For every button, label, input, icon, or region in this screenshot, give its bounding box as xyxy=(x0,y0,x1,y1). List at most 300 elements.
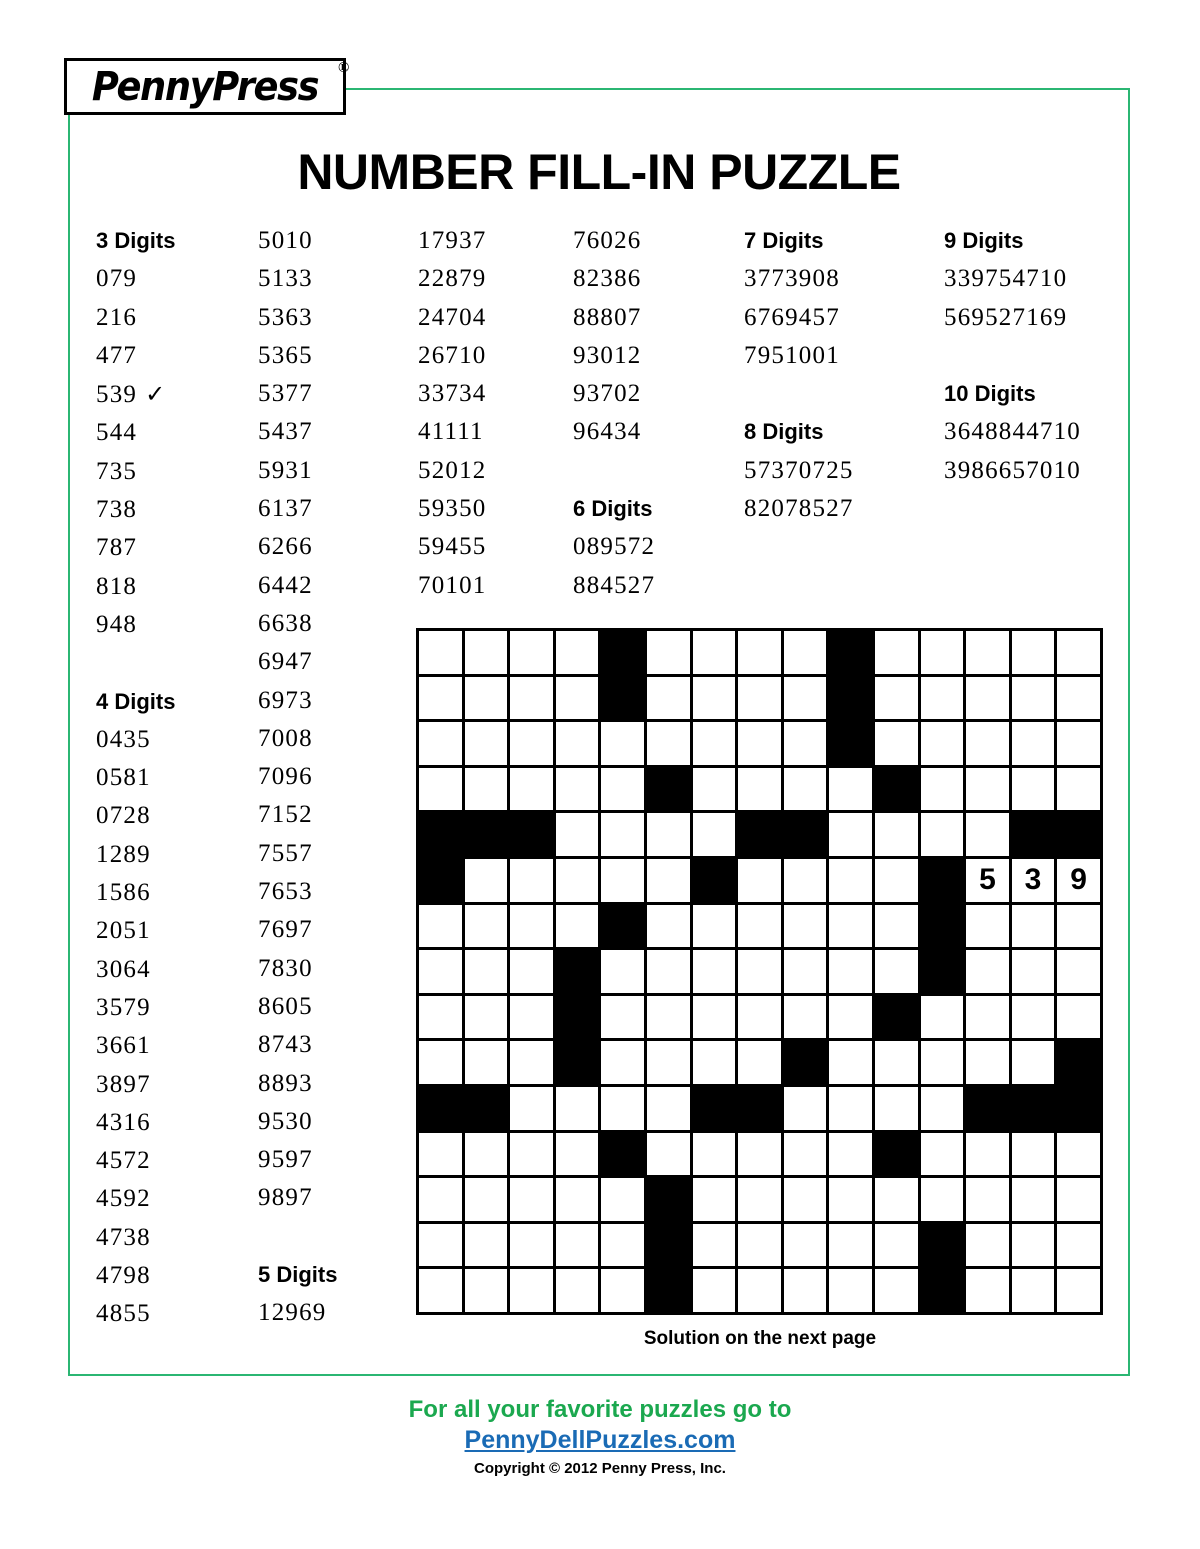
grid-cell[interactable] xyxy=(921,1133,967,1179)
number-entry[interactable]: 948 xyxy=(96,610,138,638)
grid-cell[interactable] xyxy=(1057,631,1103,677)
grid-cell[interactable] xyxy=(1057,1178,1103,1224)
grid-cell[interactable] xyxy=(966,950,1012,996)
grid-cell[interactable] xyxy=(784,996,830,1042)
number-entry[interactable]: 8743 xyxy=(258,1031,313,1059)
grid-cell[interactable] xyxy=(510,1133,556,1179)
grid-cell[interactable] xyxy=(921,722,967,768)
number-entry[interactable]: 9530 xyxy=(258,1107,313,1135)
number-entry[interactable]: 82078527 xyxy=(744,495,854,523)
number-entry[interactable]: 5437 xyxy=(258,418,313,446)
number-entry[interactable]: 8893 xyxy=(258,1069,313,1097)
grid-cell-block xyxy=(556,1041,602,1087)
grid-cell[interactable] xyxy=(465,996,511,1042)
grid-cell[interactable] xyxy=(465,677,511,723)
grid-cell[interactable] xyxy=(966,1178,1012,1224)
number-entry[interactable]: 82386 xyxy=(573,265,642,293)
grid-cell-block xyxy=(784,813,830,859)
grid-cell[interactable] xyxy=(784,1133,830,1179)
grid-cell[interactable] xyxy=(1057,859,1103,905)
number-entry[interactable]: 6137 xyxy=(258,495,313,523)
grid-cell[interactable] xyxy=(693,677,739,723)
grid-cell[interactable] xyxy=(510,950,556,996)
grid-cell[interactable] xyxy=(419,996,465,1042)
grid-cell[interactable] xyxy=(1012,996,1058,1042)
number-entry[interactable]: 3897 xyxy=(96,1070,151,1098)
number-entry[interactable]: 0435 xyxy=(96,725,151,753)
number-entry[interactable]: 7653 xyxy=(258,878,313,906)
number-entry[interactable]: 26710 xyxy=(418,341,487,369)
grid-cell-digit: 9 xyxy=(1070,863,1087,897)
number-entry[interactable]: 3661 xyxy=(96,1032,151,1060)
grid-cell[interactable] xyxy=(465,768,511,814)
grid-cell[interactable] xyxy=(693,813,739,859)
number-list-column-6 xyxy=(944,222,1081,490)
grid-cell[interactable] xyxy=(1012,1178,1058,1224)
grid-cell[interactable] xyxy=(875,631,921,677)
number-entry[interactable]: 7557 xyxy=(258,839,313,867)
grid-cell[interactable] xyxy=(875,1269,921,1315)
number-entry[interactable]: 41111 xyxy=(418,418,484,446)
number-entry[interactable]: 3579 xyxy=(96,993,151,1021)
grid-cell[interactable] xyxy=(510,1269,556,1315)
grid-cell[interactable] xyxy=(829,1133,875,1179)
grid-cell[interactable] xyxy=(966,1269,1012,1315)
number-entry[interactable]: 59350 xyxy=(418,495,487,523)
grid-cell-block xyxy=(738,813,784,859)
grid-cell[interactable] xyxy=(556,631,602,677)
grid-cell[interactable] xyxy=(419,1133,465,1179)
grid-cell[interactable] xyxy=(1012,631,1058,677)
number-entry[interactable]: 5363 xyxy=(258,303,313,331)
number-entry[interactable]: 5377 xyxy=(258,380,313,408)
grid-cell[interactable] xyxy=(966,859,1012,905)
number-entry[interactable]: 089572 xyxy=(573,533,656,561)
grid-cell[interactable] xyxy=(738,722,784,768)
grid-cell[interactable] xyxy=(647,950,693,996)
grid-cell[interactable] xyxy=(738,677,784,723)
grid-cell-block xyxy=(921,905,967,951)
grid-cell[interactable] xyxy=(738,768,784,814)
grid-cell[interactable] xyxy=(1012,677,1058,723)
grid-cell[interactable] xyxy=(1057,905,1103,951)
grid-cell[interactable] xyxy=(693,996,739,1042)
grid-cell-block xyxy=(556,950,602,996)
number-entry[interactable]: 9897 xyxy=(258,1184,313,1212)
grid-cell[interactable] xyxy=(829,1178,875,1224)
grid-cell[interactable] xyxy=(647,905,693,951)
grid-cell[interactable] xyxy=(419,1224,465,1270)
grid-cell[interactable] xyxy=(1012,1133,1058,1179)
grid-cell[interactable] xyxy=(875,1087,921,1133)
number-entry[interactable]: 76026 xyxy=(573,227,642,254)
number-entry[interactable]: 3648844710 xyxy=(944,418,1081,446)
grid-cell[interactable] xyxy=(1012,1269,1058,1315)
grid-cell[interactable] xyxy=(465,1224,511,1270)
list-spacer xyxy=(258,1218,337,1256)
grid-cell[interactable] xyxy=(601,1269,647,1315)
number-entry[interactable]: 544 xyxy=(96,419,138,447)
grid-cell[interactable] xyxy=(738,631,784,677)
grid-cell[interactable] xyxy=(829,859,875,905)
number-entry[interactable]: 0728 xyxy=(96,802,151,830)
number-entry[interactable]: 5133 xyxy=(258,265,313,293)
grid-cell[interactable] xyxy=(647,1133,693,1179)
grid-cell[interactable] xyxy=(556,905,602,951)
grid-cell[interactable] xyxy=(693,631,739,677)
number-entry[interactable]: 216 xyxy=(96,303,138,331)
number-entry[interactable]: 88807 xyxy=(573,303,642,331)
grid-cell[interactable] xyxy=(510,1087,556,1133)
grid-cell[interactable] xyxy=(601,722,647,768)
grid-cell[interactable] xyxy=(921,677,967,723)
number-entry[interactable]: 93012 xyxy=(573,341,642,369)
grid-cell[interactable] xyxy=(784,950,830,996)
grid-cell[interactable] xyxy=(419,722,465,768)
grid-cell[interactable] xyxy=(601,768,647,814)
grid-cell-block xyxy=(829,631,875,677)
number-entry[interactable]: 9597 xyxy=(258,1146,313,1174)
grid-cell[interactable] xyxy=(966,813,1012,859)
number-entry[interactable]: 3773908 xyxy=(744,265,840,293)
number-entry[interactable]: 738 xyxy=(96,496,138,524)
grid-cell[interactable] xyxy=(829,905,875,951)
grid-cell[interactable] xyxy=(829,1041,875,1087)
grid-cell-block xyxy=(966,1087,1012,1133)
grid-cell[interactable] xyxy=(556,859,602,905)
grid-cell[interactable] xyxy=(601,950,647,996)
number-list-column-3 xyxy=(418,222,487,605)
grid-cell[interactable] xyxy=(966,677,1012,723)
number-entry[interactable]: 4798 xyxy=(96,1262,151,1290)
grid-cell-digit: 5 xyxy=(979,863,996,897)
grid-cell-block xyxy=(647,1269,693,1315)
grid-cell[interactable] xyxy=(784,722,830,768)
number-entry[interactable]: 539 ✓ xyxy=(96,380,167,409)
grid-cell[interactable] xyxy=(465,950,511,996)
number-entry[interactable]: 6769457 xyxy=(744,303,840,331)
grid-cell[interactable] xyxy=(875,677,921,723)
grid-cell[interactable] xyxy=(510,1041,556,1087)
grid-cell-block xyxy=(921,950,967,996)
grid-cell[interactable] xyxy=(601,813,647,859)
number-entry[interactable]: 6442 xyxy=(258,571,313,599)
grid-cell[interactable] xyxy=(829,768,875,814)
grid-cell[interactable] xyxy=(419,768,465,814)
grid-cell[interactable] xyxy=(966,996,1012,1042)
grid-cell[interactable] xyxy=(1012,1224,1058,1270)
number-entry[interactable]: 70101 xyxy=(418,571,487,599)
grid-cell[interactable] xyxy=(419,677,465,723)
grid-cell[interactable] xyxy=(738,1224,784,1270)
number-entry[interactable]: 6973 xyxy=(258,686,313,714)
grid-cell[interactable] xyxy=(510,859,556,905)
grid-cell[interactable] xyxy=(510,722,556,768)
puzzle-grid[interactable] xyxy=(416,628,1103,1315)
number-entry[interactable]: 884527 xyxy=(573,571,656,599)
grid-cell[interactable] xyxy=(510,1224,556,1270)
grid-cell-block xyxy=(784,1041,830,1087)
grid-cell-block xyxy=(921,859,967,905)
grid-cell[interactable] xyxy=(465,722,511,768)
digit-group-header: 10 Digits xyxy=(944,381,1036,407)
grid-cell[interactable] xyxy=(966,768,1012,814)
number-entry[interactable]: 7830 xyxy=(258,954,313,982)
grid-cell[interactable] xyxy=(693,722,739,768)
grid-cell[interactable] xyxy=(738,996,784,1042)
grid-cell[interactable] xyxy=(510,905,556,951)
grid-cell[interactable] xyxy=(829,1087,875,1133)
number-entry[interactable]: 6638 xyxy=(258,609,313,637)
grid-cell[interactable] xyxy=(1057,1224,1103,1270)
grid-cell-block xyxy=(647,1178,693,1224)
number-entry[interactable]: 5931 xyxy=(258,456,313,484)
grid-cell[interactable] xyxy=(419,1178,465,1224)
grid-cell[interactable] xyxy=(556,1224,602,1270)
grid-cell[interactable] xyxy=(829,813,875,859)
grid-cell[interactable] xyxy=(556,768,602,814)
grid-cell-block xyxy=(419,813,465,859)
grid-cell[interactable] xyxy=(875,1041,921,1087)
grid-cell[interactable] xyxy=(966,1041,1012,1087)
number-entry[interactable]: 6947 xyxy=(258,648,313,676)
number-entry[interactable]: 8605 xyxy=(258,992,313,1020)
grid-cell[interactable] xyxy=(419,905,465,951)
grid-cell[interactable] xyxy=(1012,950,1058,996)
grid-cell[interactable] xyxy=(921,813,967,859)
grid-cell[interactable] xyxy=(419,631,465,677)
grid-cell[interactable] xyxy=(465,1133,511,1179)
number-entry[interactable]: 57370725 xyxy=(744,456,854,484)
grid-cell[interactable] xyxy=(738,1178,784,1224)
grid-cell[interactable] xyxy=(784,905,830,951)
grid-cell[interactable] xyxy=(784,768,830,814)
page-title: NUMBER FILL-IN PUZZLE xyxy=(297,144,901,200)
grid-cell[interactable] xyxy=(419,1269,465,1315)
number-entry[interactable]: 7951001 xyxy=(744,341,840,369)
number-entry[interactable]: 96434 xyxy=(573,418,642,446)
grid-cell[interactable] xyxy=(465,905,511,951)
number-entry[interactable]: 6266 xyxy=(258,533,313,561)
number-entry[interactable]: 52012 xyxy=(418,456,487,484)
grid-cell[interactable] xyxy=(1057,996,1103,1042)
grid-cell[interactable] xyxy=(647,996,693,1042)
grid-cell[interactable] xyxy=(784,1178,830,1224)
number-entry[interactable]: 339754710 xyxy=(944,265,1068,293)
number-entry[interactable]: 477 xyxy=(96,341,138,369)
grid-cell[interactable] xyxy=(465,859,511,905)
grid-cell[interactable] xyxy=(966,1133,1012,1179)
grid-cell[interactable] xyxy=(1057,950,1103,996)
grid-cell[interactable] xyxy=(921,1087,967,1133)
grid-cell[interactable] xyxy=(738,905,784,951)
grid-cell[interactable] xyxy=(784,677,830,723)
number-entry[interactable]: 7008 xyxy=(258,724,313,752)
grid-cell-block xyxy=(875,996,921,1042)
number-entry[interactable]: 7152 xyxy=(258,801,313,829)
number-entry[interactable]: 93702 xyxy=(573,380,642,408)
grid-cell[interactable] xyxy=(966,1224,1012,1270)
grid-cell[interactable] xyxy=(1012,905,1058,951)
grid-cell[interactable] xyxy=(647,1041,693,1087)
grid-cell[interactable] xyxy=(693,1224,739,1270)
grid-cell[interactable] xyxy=(693,768,739,814)
number-entry[interactable]: 735 xyxy=(96,457,138,485)
grid-cell[interactable] xyxy=(784,859,830,905)
grid-cell[interactable] xyxy=(601,1041,647,1087)
grid-cell[interactable] xyxy=(556,1178,602,1224)
grid-cell[interactable] xyxy=(829,996,875,1042)
number-entry[interactable]: 59455 xyxy=(418,533,487,561)
grid-cell[interactable] xyxy=(601,996,647,1042)
grid-cell[interactable] xyxy=(966,905,1012,951)
number-entry[interactable]: 818 xyxy=(96,572,138,600)
number-entry[interactable]: 079 xyxy=(96,265,138,293)
grid-cell[interactable] xyxy=(875,1178,921,1224)
grid-cell[interactable] xyxy=(921,1178,967,1224)
number-entry[interactable]: 4316 xyxy=(96,1108,151,1136)
grid-cell[interactable] xyxy=(601,859,647,905)
number-entry[interactable]: 5365 xyxy=(258,341,313,369)
grid-cell[interactable] xyxy=(693,905,739,951)
grid-cell[interactable] xyxy=(556,1087,602,1133)
grid-cell[interactable] xyxy=(1057,677,1103,723)
pennypress-logo xyxy=(64,58,346,115)
grid-cell[interactable] xyxy=(784,1224,830,1270)
grid-cell[interactable] xyxy=(693,1133,739,1179)
number-entry[interactable]: 1586 xyxy=(96,879,151,907)
grid-cell[interactable] xyxy=(875,859,921,905)
number-entry[interactable]: 569527169 xyxy=(944,303,1068,331)
grid-cell[interactable] xyxy=(693,1269,739,1315)
grid-cell[interactable] xyxy=(556,1133,602,1179)
grid-cell[interactable] xyxy=(510,996,556,1042)
grid-cell[interactable] xyxy=(647,813,693,859)
grid-cell[interactable] xyxy=(601,1224,647,1270)
grid-cell[interactable] xyxy=(1012,768,1058,814)
grid-cell[interactable] xyxy=(1057,1133,1103,1179)
grid-cell[interactable] xyxy=(829,1224,875,1270)
grid-cell[interactable] xyxy=(647,1087,693,1133)
promo-link[interactable]: PennyDellPuzzles.com xyxy=(464,1426,736,1454)
grid-cell[interactable] xyxy=(829,1269,875,1315)
list-spacer xyxy=(744,375,854,413)
grid-cell[interactable] xyxy=(419,950,465,996)
number-entry[interactable]: 4572 xyxy=(96,1147,151,1175)
grid-cell[interactable] xyxy=(1057,722,1103,768)
number-entry[interactable]: 22879 xyxy=(418,265,487,293)
grid-cell[interactable] xyxy=(921,631,967,677)
grid-cell[interactable] xyxy=(693,1178,739,1224)
digit-group-header: 4 Digits xyxy=(96,688,176,714)
grid-cell[interactable] xyxy=(921,1041,967,1087)
grid-cell[interactable] xyxy=(510,768,556,814)
number-entry[interactable]: 7697 xyxy=(258,916,313,944)
grid-cell[interactable] xyxy=(966,722,1012,768)
number-list-column-5 xyxy=(744,222,854,528)
grid-cell[interactable] xyxy=(647,722,693,768)
grid-cell-block xyxy=(419,859,465,905)
number-entry[interactable]: 33734 xyxy=(418,380,487,408)
grid-cell[interactable] xyxy=(966,631,1012,677)
grid-cell[interactable] xyxy=(693,1041,739,1087)
grid-cell[interactable] xyxy=(875,950,921,996)
grid-cell[interactable] xyxy=(1057,768,1103,814)
grid-cell[interactable] xyxy=(465,1178,511,1224)
grid-cell[interactable] xyxy=(921,768,967,814)
grid-cell[interactable] xyxy=(510,1178,556,1224)
grid-cell[interactable] xyxy=(510,631,556,677)
grid-cell[interactable] xyxy=(693,950,739,996)
grid-cell[interactable] xyxy=(738,1269,784,1315)
grid-cell[interactable] xyxy=(647,631,693,677)
grid-cell[interactable] xyxy=(875,813,921,859)
grid-cell[interactable] xyxy=(738,1041,784,1087)
grid-cell[interactable] xyxy=(556,677,602,723)
grid-cell[interactable] xyxy=(1012,1041,1058,1087)
grid-cell[interactable] xyxy=(875,722,921,768)
number-entry[interactable]: 4738 xyxy=(96,1223,151,1251)
number-entry[interactable]: 5010 xyxy=(258,227,313,254)
grid-cell-block xyxy=(419,1087,465,1133)
grid-cell[interactable] xyxy=(1012,859,1058,905)
number-list-column-2 xyxy=(258,222,337,1333)
number-entry[interactable]: 1289 xyxy=(96,840,151,868)
grid-cell[interactable] xyxy=(784,631,830,677)
list-spacer xyxy=(96,644,175,682)
number-entry[interactable]: 7096 xyxy=(258,763,313,791)
number-entry[interactable]: 787 xyxy=(96,534,138,562)
solution-note: Solution on the next page xyxy=(643,1328,877,1349)
grid-cell[interactable] xyxy=(419,1041,465,1087)
grid-cell[interactable] xyxy=(875,905,921,951)
grid-cell-block xyxy=(829,677,875,723)
grid-cell[interactable] xyxy=(738,950,784,996)
grid-cell[interactable] xyxy=(556,722,602,768)
number-entry[interactable]: 17937 xyxy=(418,227,487,254)
grid-cell[interactable] xyxy=(1057,1269,1103,1315)
grid-cell-block xyxy=(1012,1087,1058,1133)
grid-cell[interactable] xyxy=(875,1224,921,1270)
grid-cell[interactable] xyxy=(465,1041,511,1087)
grid-cell[interactable] xyxy=(510,677,556,723)
grid-cell[interactable] xyxy=(556,813,602,859)
grid-cell[interactable] xyxy=(784,1087,830,1133)
grid-cell[interactable] xyxy=(647,859,693,905)
number-entry[interactable]: 24704 xyxy=(418,303,487,331)
grid-cell[interactable] xyxy=(601,1178,647,1224)
grid-cell[interactable] xyxy=(738,1133,784,1179)
number-entry[interactable]: 4592 xyxy=(96,1185,151,1213)
grid-cell[interactable] xyxy=(556,1269,602,1315)
number-entry[interactable]: 4855 xyxy=(96,1300,151,1328)
grid-cell[interactable] xyxy=(921,996,967,1042)
grid-cell[interactable] xyxy=(738,859,784,905)
grid-cell[interactable] xyxy=(829,950,875,996)
number-entry[interactable]: 12969 xyxy=(258,1299,327,1327)
grid-cell[interactable] xyxy=(601,1087,647,1133)
number-entry[interactable]: 2051 xyxy=(96,917,151,945)
number-entry[interactable]: 3986657010 xyxy=(944,456,1081,484)
grid-cell[interactable] xyxy=(647,677,693,723)
number-entry[interactable]: 0581 xyxy=(96,764,151,792)
grid-cell[interactable] xyxy=(465,631,511,677)
grid-cell[interactable] xyxy=(1012,722,1058,768)
grid-cell[interactable] xyxy=(784,1269,830,1315)
grid-cell-block xyxy=(465,813,511,859)
number-entry[interactable]: 3064 xyxy=(96,955,151,983)
grid-cell[interactable] xyxy=(465,1269,511,1315)
